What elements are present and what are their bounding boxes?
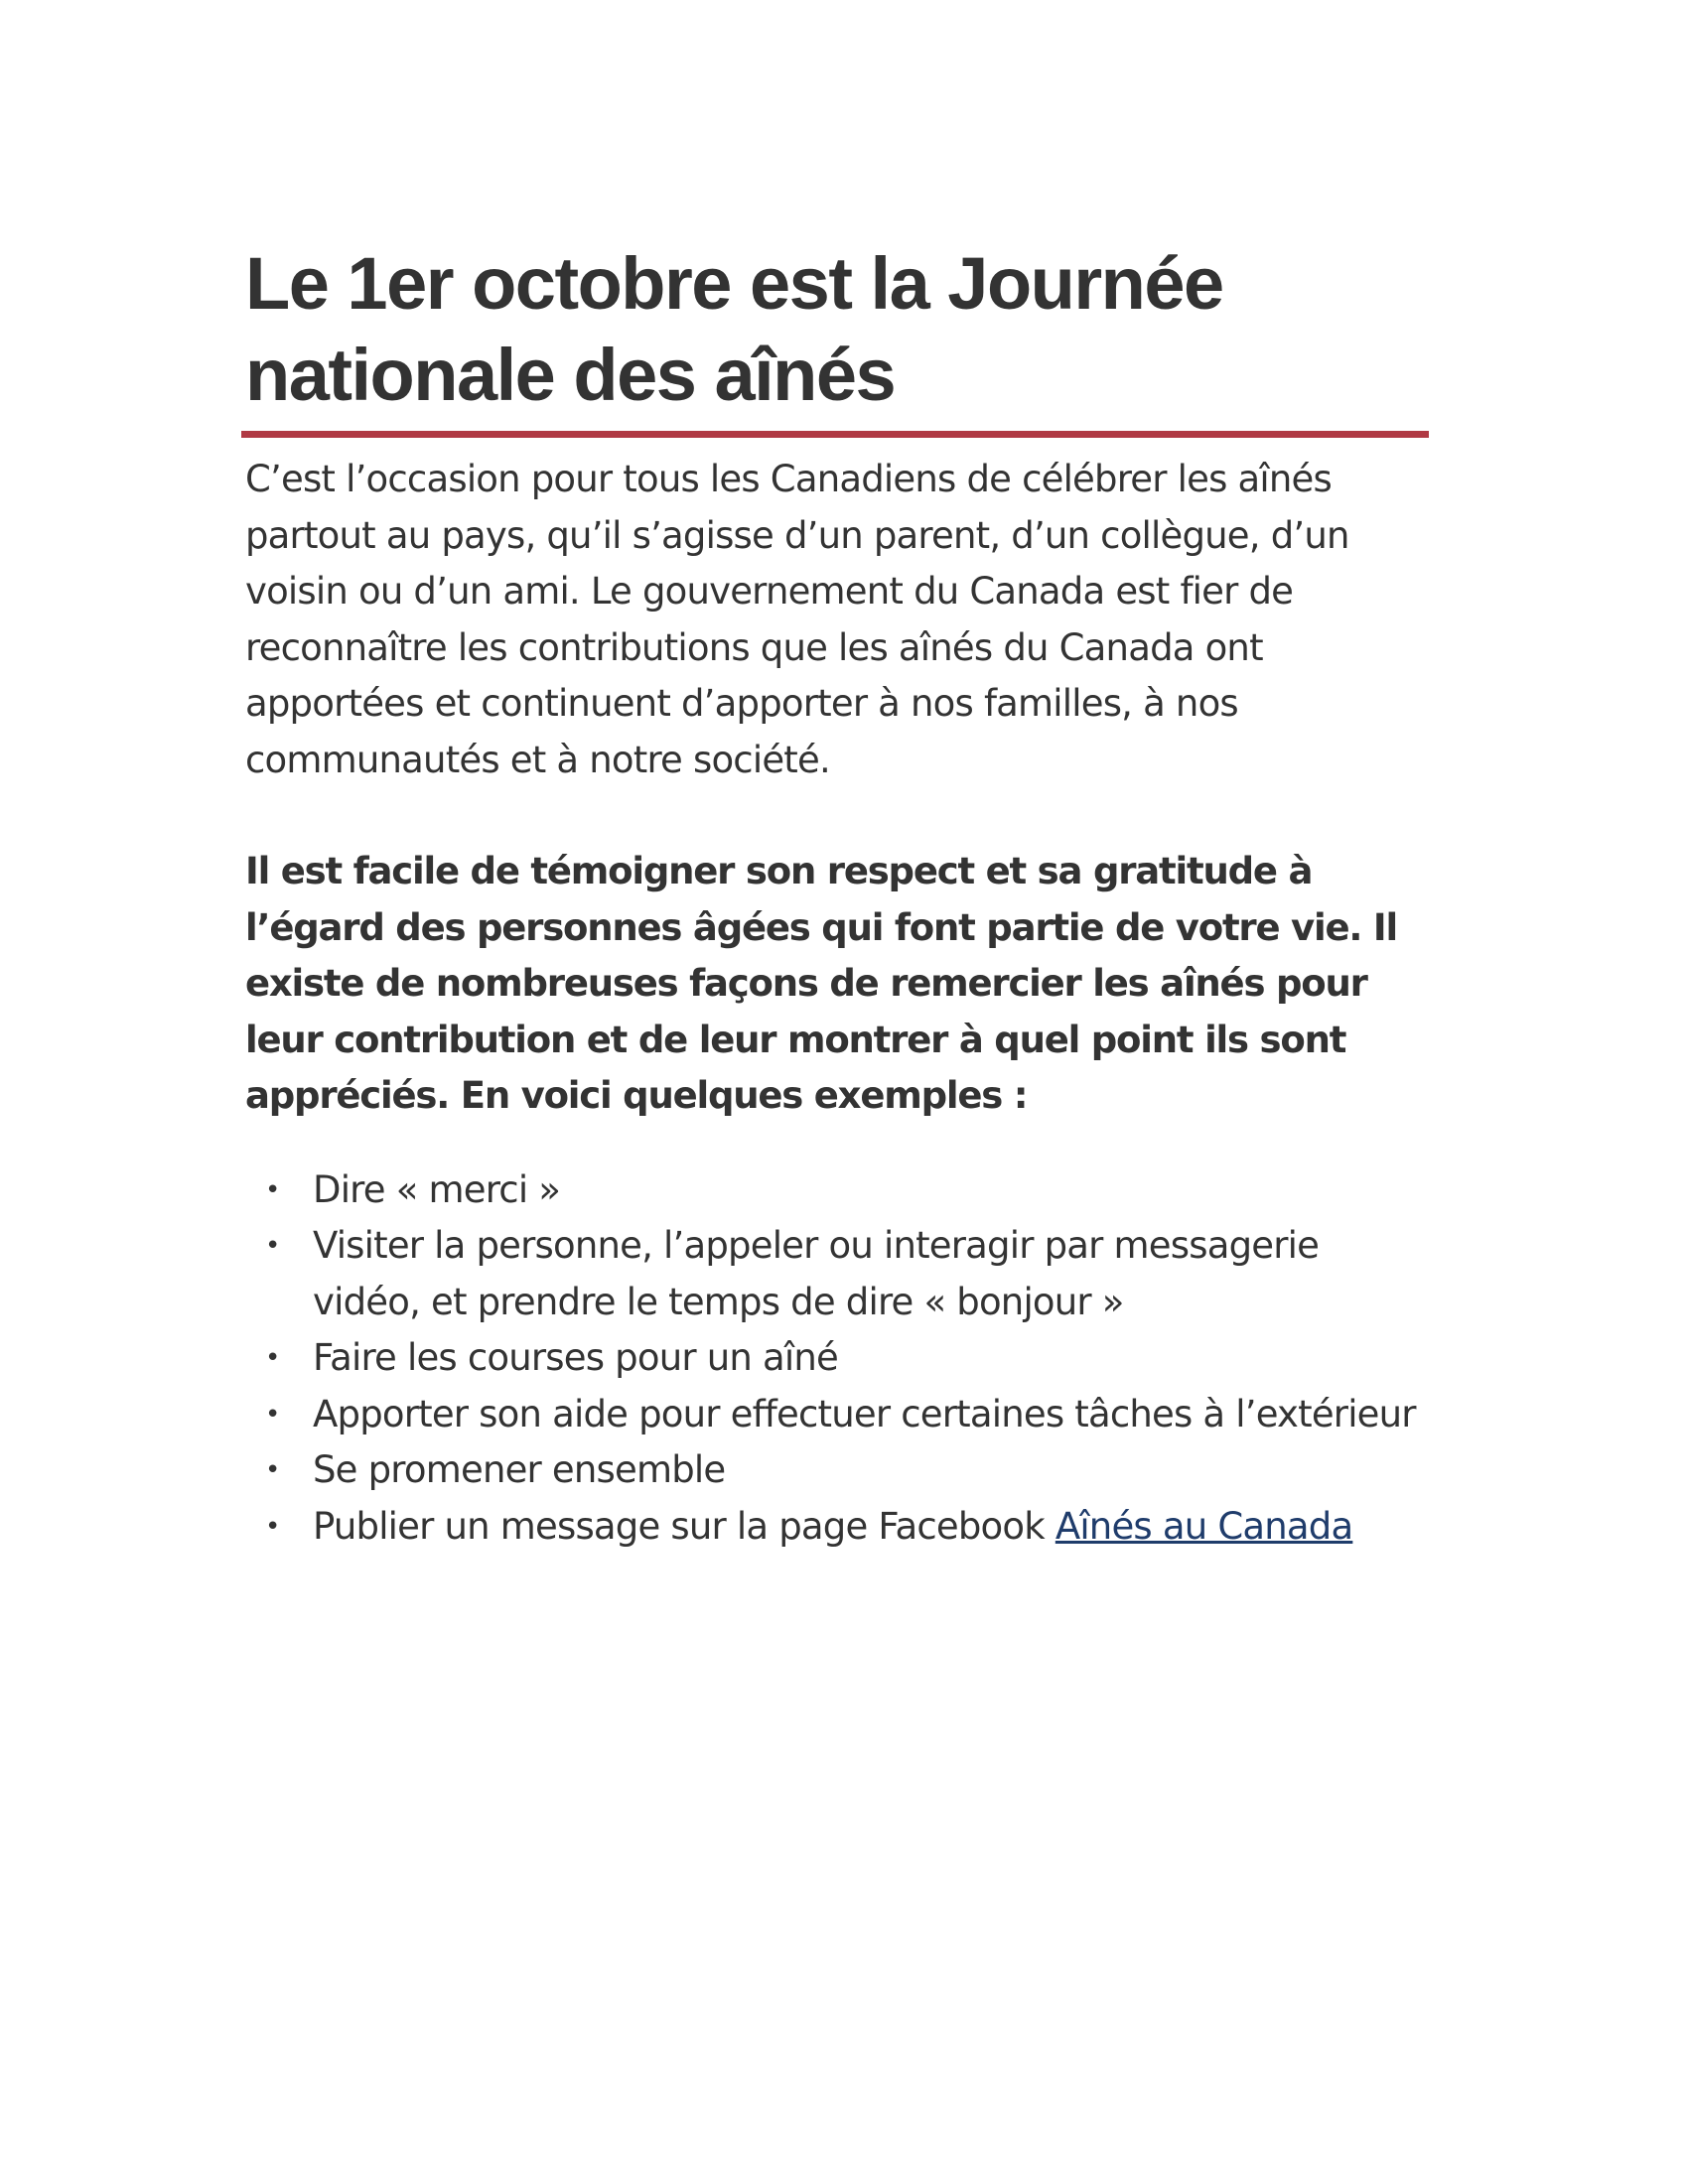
page-title: Le 1er octobre est la Journée nationale des aînés bbox=[245, 242, 1223, 416]
list-item-text: Apporter son aide pour effectuer certaines tâches à l’extérieur bbox=[313, 1392, 1416, 1435]
list-item bbox=[245, 1218, 1432, 1330]
intro-paragraph: C’est l’occasion pour tous les Canadiens de célébrer les aînés partout au pays, qu’il s’agisse d’un parent, d’un collègue, d’un voisin ou d’un ami. Le gouvernement du Canada est fier de reconnaître les contributions que les aînés du Canada ont apportées et continuent d’apporter à nos familles, à nos communautés et à notre société. bbox=[245, 458, 1349, 781]
bullet-icon: • bbox=[265, 1455, 280, 1485]
list-item bbox=[245, 1330, 1432, 1387]
list-item-text: Publier un message sur la page Facebook bbox=[313, 1504, 1055, 1548]
bullet-icon: • bbox=[265, 1231, 280, 1261]
list-item-text: Se promener ensemble bbox=[313, 1448, 726, 1491]
emphasis-paragraph: Il est facile de témoigner son respect et sa gratitude à l’égard des personnes âgées qui font partie de votre vie. Il existe de nombreuses façons de remercier les aînés pour leur contribution et de leur montrer à quel point ils sont appréciés. En voici quelques exemples : bbox=[245, 850, 1397, 1117]
list-item bbox=[245, 1442, 1432, 1499]
examples-list bbox=[245, 1162, 1432, 1556]
bullet-icon: • bbox=[265, 1511, 280, 1542]
title-divider bbox=[241, 431, 1429, 438]
list-item-text: Faire les courses pour un aîné bbox=[313, 1336, 838, 1379]
bullet-icon: • bbox=[265, 1174, 280, 1205]
bullet-icon: • bbox=[265, 1399, 280, 1430]
list-item bbox=[245, 1387, 1432, 1443]
list-item-text: Visiter la personne, l’appeler ou interagir par messagerie vidéo, et prendre le temps de dire « bonjour » bbox=[313, 1224, 1320, 1323]
document-page bbox=[245, 238, 1432, 1555]
list-item bbox=[245, 1499, 1432, 1556]
list-item bbox=[245, 1162, 1432, 1219]
list-item-text: Dire « merci » bbox=[313, 1167, 561, 1211]
bullet-icon: • bbox=[265, 1343, 280, 1373]
facebook-page-link[interactable]: Aînés au Canada bbox=[1055, 1504, 1353, 1548]
